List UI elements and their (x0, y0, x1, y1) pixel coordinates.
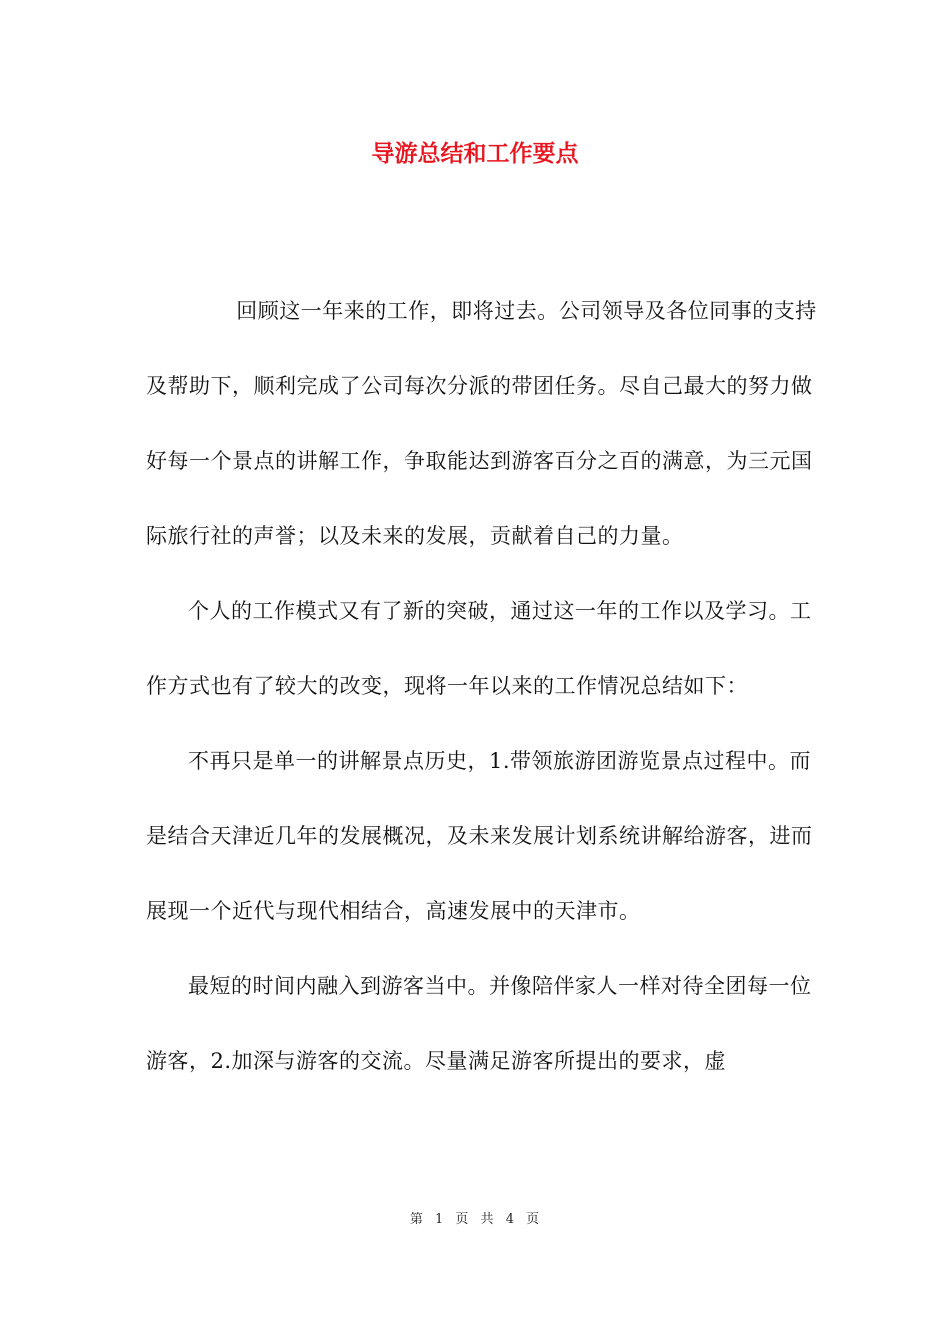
paragraph-2: 个人的工作模式又有了新的突破，通过这一年的工作以及学习。工作方式也有了较大的改变，现将一年以来的工作情况总结如下： (146, 599, 812, 698)
document-body (146, 274, 826, 1099)
paragraph-1: 回顾这一年来的工作，即将过去。公司领导及各位同事的支持及帮助下，顺利完成了公司每次分派的带团任务。尽自己最大的努力做好每一个景点的讲解工作，争取能达到游客百分之百的满意，为三元国际旅行社的声誉；以及未来的发展，贡献着自己的力量。 (146, 299, 817, 548)
paragraph-4: 最短的时间内融入到游客当中。并像陪伴家人一样对待全团每一位游客，2.加深与游客的交流。尽量满足游客所提出的要求，虚 (146, 974, 812, 1073)
paragraph-3: 不再只是单一的讲解景点历史，1.带领旅游团游览景点过程中。而是结合天津近几年的发展概况，及未来发展计划系统讲解给游客，进而展现一个近代与现代相结合，高速发展中的天津市。 (146, 749, 813, 923)
document-title: 导游总结和工作要点 (371, 140, 579, 167)
page-number-footer: 第 1 页 共 4 页 (409, 1212, 541, 1227)
